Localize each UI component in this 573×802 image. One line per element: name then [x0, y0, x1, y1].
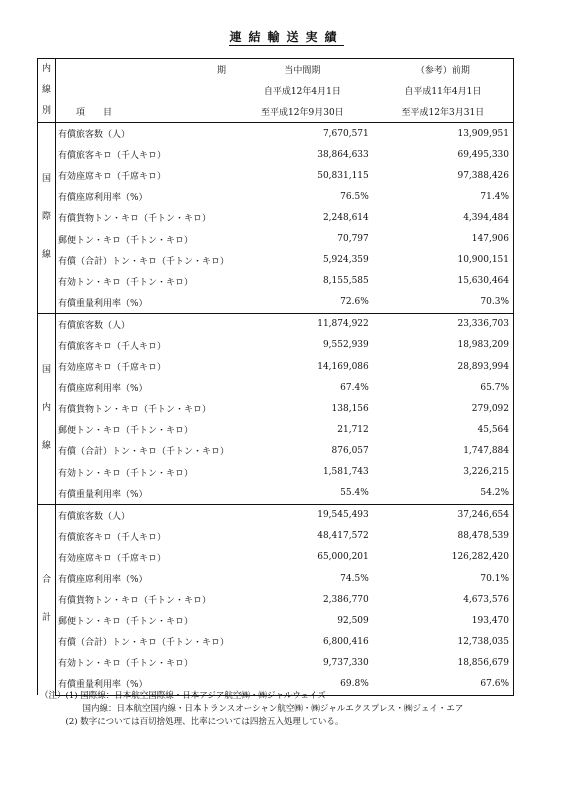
- table-row: [38, 292, 514, 314]
- row-item: 有効座席キロ（千席キロ）: [58, 363, 167, 374]
- row-item: 有償重量利用率（%）: [56, 292, 233, 314]
- row-item: 有償旅客キロ（千人キロ）: [58, 151, 167, 162]
- header-side-char: 線: [41, 85, 51, 95]
- current-value: 11,874,922: [232, 313, 373, 335]
- row-item: 有償旅客キロ（千人キロ）: [58, 532, 167, 543]
- table-row: [38, 589, 514, 610]
- prior-value: 23,336,703: [373, 313, 514, 335]
- current-value: 48,417,572: [317, 531, 369, 542]
- prior-value: 3,226,215: [373, 462, 514, 483]
- prior-value: 147,906: [373, 228, 514, 249]
- section-label-char: 線: [41, 441, 51, 452]
- col2-from: 自平成11年4月1日: [373, 80, 514, 101]
- row-item: 郵便トン・キロ（千トン・キロ）: [58, 617, 194, 628]
- row-item: 有償貨物トン・キロ（千トン・キロ）: [58, 214, 212, 225]
- prior-value: 65.7%: [373, 377, 514, 398]
- prior-value: 193,470: [373, 610, 514, 631]
- col1-from: 自平成12年4月1日: [263, 87, 341, 97]
- row-item: 郵便トン・キロ（千トン・キロ）: [58, 426, 194, 437]
- table-row: [38, 504, 514, 526]
- current-value: 70,797: [337, 234, 369, 245]
- header-side-char: 内: [41, 64, 51, 74]
- prior-value: 126,282,420: [373, 547, 514, 568]
- prior-value: 18,856,679: [373, 652, 514, 673]
- table-row: [38, 483, 514, 505]
- current-value: 9,552,939: [322, 340, 369, 351]
- current-value: 7,670,571: [232, 123, 373, 145]
- section-label-char: 内: [41, 403, 51, 414]
- current-value: 76.5%: [340, 191, 369, 202]
- row-item: 有効座席キロ（千席キロ）: [58, 172, 167, 183]
- prior-value: 88,478,539: [373, 526, 514, 547]
- col1-header: 当中間期: [232, 59, 373, 81]
- current-value: 1,581,743: [322, 467, 369, 478]
- section-label: [38, 504, 56, 695]
- row-item: 有償旅客数（人）: [56, 313, 233, 335]
- prior-value: 18,983,209: [373, 335, 514, 356]
- prior-value: 15,630,464: [373, 271, 514, 292]
- row-item: 有効座席キロ（千席キロ）: [58, 553, 167, 564]
- current-value: 5,924,359: [322, 255, 369, 266]
- current-value: 74.5%: [340, 573, 369, 584]
- note-line: (2) 数字については百切捨処理、比率については四捨五入処理している。: [40, 717, 344, 727]
- section-label-char: 際: [41, 212, 51, 223]
- current-value: 19,545,493: [232, 504, 373, 526]
- prior-value: 70.1%: [373, 568, 514, 589]
- row-item: 有償（合計）トン・キロ（千トン・キロ）: [58, 447, 230, 458]
- prior-value: 71.4%: [373, 186, 514, 207]
- note-line: （注）(1) 国際線：日本航空国際線・日本アジア航空㈱・㈱ジャルウェイズ: [40, 691, 326, 701]
- table-row: [38, 462, 514, 483]
- col1-to: 至平成12年9月30日: [232, 101, 373, 123]
- table-row: [38, 652, 514, 673]
- section-label-char: 国: [41, 174, 51, 185]
- current-value: 9,737,330: [322, 657, 369, 668]
- section-label: [38, 123, 56, 314]
- table-row: [38, 377, 514, 398]
- current-value: 55.4%: [232, 483, 373, 505]
- table-row: [38, 335, 514, 356]
- current-value: 21,712: [337, 424, 369, 435]
- prior-value: 28,893,994: [373, 356, 514, 377]
- current-value: 2,386,770: [322, 594, 369, 605]
- table-row: [38, 440, 514, 461]
- current-value: 14,169,086: [317, 361, 369, 372]
- section-label-char: 合: [41, 575, 51, 586]
- page-title: [0, 28, 573, 45]
- current-value: 138,156: [331, 403, 369, 414]
- row-item: 有償旅客数（人）: [56, 504, 233, 526]
- col2-to: 至平成12年3月31日: [373, 101, 514, 123]
- section-label: [38, 313, 56, 504]
- row-item: 有償旅客数（人）: [56, 123, 233, 145]
- table-row: [38, 250, 514, 271]
- prior-value: 54.2%: [373, 483, 514, 505]
- current-value: 72.6%: [232, 292, 373, 314]
- item-label: 項 目: [56, 101, 233, 123]
- prior-value: 37,246,654: [373, 504, 514, 526]
- transport-results-table: [37, 58, 514, 696]
- row-item: 有効トン・キロ（千トン・キロ）: [58, 277, 194, 288]
- table-row: [38, 144, 514, 165]
- current-value: 50,831,115: [317, 170, 369, 181]
- table-row: [38, 356, 514, 377]
- prior-value: 4,673,576: [373, 589, 514, 610]
- current-value: 2,248,614: [322, 212, 369, 223]
- current-value: 92,509: [337, 615, 369, 626]
- row-item: 有償貨物トン・キロ（千トン・キロ）: [58, 596, 212, 607]
- section-label-char: 計: [41, 613, 51, 624]
- prior-value: 12,738,035: [373, 631, 514, 652]
- table-row: [38, 123, 514, 145]
- table-row: [38, 631, 514, 652]
- table-row: [38, 186, 514, 207]
- prior-value: 279,092: [373, 398, 514, 419]
- prior-value: 70.3%: [373, 292, 514, 314]
- row-item: 有償重量利用率（%）: [56, 673, 233, 695]
- table-row: [38, 419, 514, 440]
- header-side-char: 別: [41, 106, 51, 116]
- row-item: 有償（合計）トン・キロ（千トン・キロ）: [58, 256, 230, 267]
- current-value: 65,000,201: [317, 552, 369, 563]
- table-row: [38, 207, 514, 228]
- row-item: 有効トン・キロ（千トン・キロ）: [58, 659, 194, 670]
- current-value: 67.4%: [340, 382, 369, 393]
- title-text: 連結輸送実績: [229, 30, 344, 44]
- row-item: 有償重量利用率（%）: [56, 483, 233, 505]
- section-label-char: 線: [41, 250, 51, 261]
- table-row: [38, 313, 514, 335]
- current-value: 69.8%: [232, 673, 373, 695]
- current-value: 6,800,416: [322, 636, 369, 647]
- table-row: [38, 165, 514, 186]
- prior-value: 4,394,484: [373, 207, 514, 228]
- prior-value: 1,747,884: [373, 440, 514, 461]
- col2-header: （参考）前期: [373, 59, 514, 81]
- row-item: 郵便トン・キロ（千トン・キロ）: [58, 235, 194, 246]
- prior-value: 45,564: [373, 419, 514, 440]
- period-label: 期: [56, 59, 233, 81]
- row-item: 有償貨物トン・キロ（千トン・キロ）: [58, 405, 212, 416]
- row-item: 有償座席利用率（%）: [58, 575, 148, 586]
- prior-value: 10,900,151: [373, 250, 514, 271]
- table-row: [38, 228, 514, 249]
- prior-value: 67.6%: [373, 673, 514, 695]
- row-item: 有償座席利用率（%）: [58, 193, 148, 204]
- table-row: [38, 271, 514, 292]
- table-row: [38, 610, 514, 631]
- table-row: [38, 568, 514, 589]
- row-item: 有償座席利用率（%）: [58, 384, 148, 395]
- prior-value: 97,388,426: [373, 165, 514, 186]
- row-item: 有償（合計）トン・キロ（千トン・キロ）: [58, 638, 230, 649]
- table-row: [38, 398, 514, 419]
- row-item: 有償旅客キロ（千人キロ）: [58, 341, 167, 352]
- table-row: [38, 547, 514, 568]
- notes: [40, 690, 463, 729]
- current-value: 8,155,585: [322, 276, 369, 287]
- section-label-char: 国: [41, 365, 51, 376]
- prior-value: 13,909,951: [373, 123, 514, 145]
- prior-value: 69,495,330: [373, 144, 514, 165]
- header-side: [38, 59, 56, 123]
- current-value: 38,864,633: [317, 149, 369, 160]
- row-item: 有効トン・キロ（千トン・キロ）: [58, 468, 194, 479]
- table-row: [38, 526, 514, 547]
- note-line: 国内線：日本航空国内線・日本トランスオーシャン航空㈱・㈱ジャルエクスプレス・㈱ジェイ・エア: [40, 704, 464, 714]
- current-value: 876,057: [331, 445, 369, 456]
